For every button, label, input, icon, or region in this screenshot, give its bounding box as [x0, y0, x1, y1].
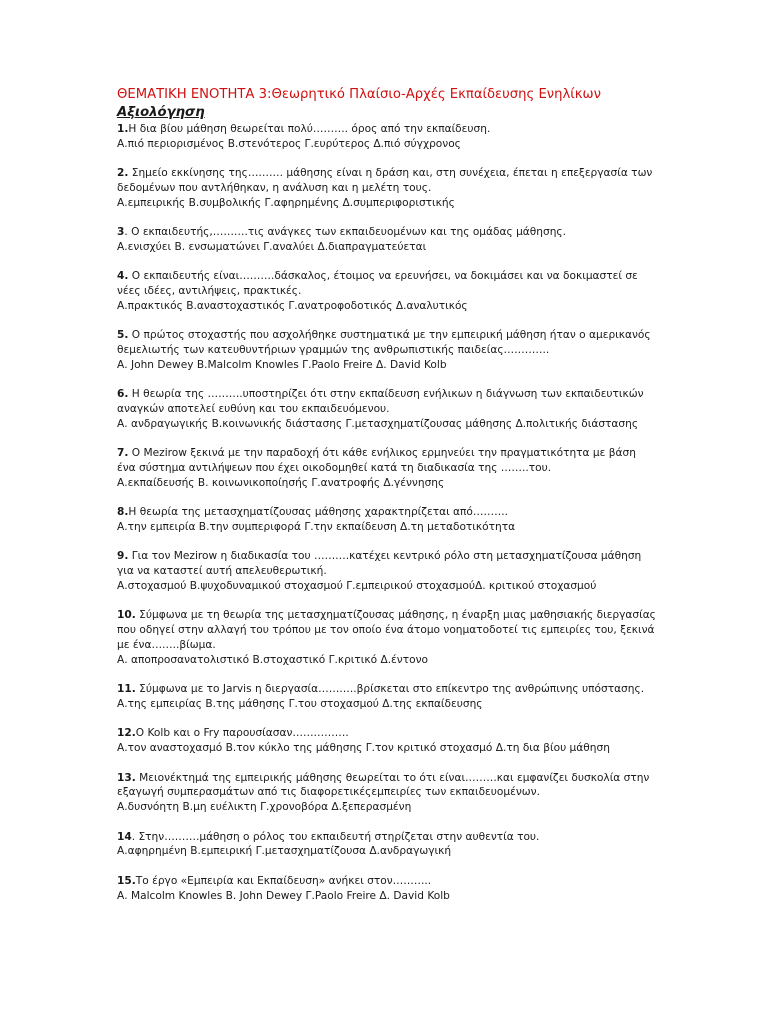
question-stem — [117, 875, 431, 887]
question-2 — [117, 166, 657, 210]
question-number: 3 — [117, 226, 125, 239]
answer-options: Α. ανδραγωγικής Β.κοινωνικής διάστασης Γ.μετασχηματίζουσας μάθησης Δ.πολιτικής διάστασης — [117, 417, 639, 430]
answer-options: Α.της εμπειρίας Β.της μάθησης Γ.του στοχασμού Δ.της εκπαίδευσης — [117, 698, 483, 711]
answer-options: Α. αποπροσανατολιστικό Β.στοχαστικό Γ.κριτικό Δ.έντονο — [117, 653, 428, 666]
question-text: Σύμφωνα με το Jarvis η διεργασία………..βρίσκεται στο επίκεντρο της ανθρώπινης υπόστασης. — [135, 683, 645, 696]
answer-options: Α.πιό περιορισμένος Β.στενότερος Γ.ευρύτερος Δ.πιό σύγχρονος — [117, 137, 461, 150]
question-number: 15. — [117, 874, 136, 887]
question-number: 13. — [117, 771, 136, 784]
question-text: Το έργο «Εμπειρία και Εκπαίδευση» ανήκει στον……….. — [135, 874, 432, 887]
question-6 — [117, 387, 657, 431]
question-number: 10. — [117, 609, 136, 622]
question-text: Η θεωρία της μετασχηματίζουσας μάθησης χαρακτηρίζεται από………. — [128, 506, 509, 519]
question-text: Η θεωρία της ……….υποστηρίζει ότι στην εκπαίδευση ενήλικων η διάγνωση των εκπαιδευτικών αναγκών αποτελεί ευθύνη και του εκπαιδευόμενου. — [117, 388, 644, 416]
question-7 — [117, 446, 657, 490]
question-9 — [117, 549, 657, 593]
question-4 — [117, 269, 657, 313]
question-text: Σημείο εκκίνησης της………. μάθησης είναι η δράση και, στη συνέχεια, έπεται η επεξεργασία των δεδομένων που αντλήθηκαν, η ανάλυση και η μελέτη τους. — [117, 167, 653, 194]
question-stem — [117, 506, 508, 518]
document-subtitle: Αξιολόγηση — [117, 105, 205, 120]
question-stem — [117, 683, 644, 695]
question-10 — [117, 608, 657, 667]
answer-options: Α.την εμπειρία Β.την συμπεριφορά Γ.την εκπαίδευση Δ.τη μεταδοτικότητα — [117, 521, 516, 534]
question-text: Ο Kolb και ο Fry παρουσίασαν……………. — [135, 727, 349, 740]
answer-options: Α.εκπαίδευσής Β. κοινωνικοποίησής Γ.ανατροφής Δ.γέννησης — [117, 476, 445, 489]
answer-options: Α.στοχασμού Β.ψυχοδυναμικού στοχασμού Γ.εμπειρικού στοχασμούΔ. κριτικού στοχασμού — [117, 580, 597, 593]
question-number: 9. — [117, 550, 129, 563]
answer-options: Α.δυσνόητη Β.μη ευέλικτη Γ.χρονοβόρα Δ.ξεπερασμένη — [117, 801, 412, 814]
question-5 — [117, 328, 657, 372]
question-number: 8. — [117, 506, 129, 519]
question-stem — [117, 226, 566, 238]
question-8 — [117, 505, 657, 535]
question-11 — [117, 682, 657, 712]
question-stem — [117, 550, 641, 577]
question-text: Για τον Mezirow η διαδικασία του ……….κατέχει κεντρικό ρόλο στη μετασχηματίζουσα μάθηση για να καταστεί αυτή απελευθερωτική. — [117, 550, 642, 578]
question-3 — [117, 225, 657, 255]
question-stem — [117, 167, 652, 194]
document-page — [117, 86, 657, 918]
answer-options: Α.ενισχύει Β. ενσωματώνει Γ.αναλύει Δ.διαπραγματεύεται — [117, 240, 427, 253]
question-stem — [117, 831, 539, 843]
question-1 — [117, 122, 657, 152]
question-number: 12. — [117, 727, 136, 740]
question-number: 2. — [117, 167, 129, 180]
question-text: Η δια βίου μάθηση θεωρείται πολύ………. όρος από την εκπαίδευση. — [128, 123, 491, 135]
question-number: 7. — [117, 447, 129, 460]
question-text: . Στην……….μάθηση ο ρόλος του εκπαιδευτή στηρίζεται στην αυθεντία του. — [131, 830, 540, 843]
answer-options: Α.αφηρημένη Β.εμπειρική Γ.μετασχηματίζουσα Δ.ανδραγωγική — [117, 845, 452, 858]
question-number: 11. — [117, 683, 136, 696]
question-number: 4. — [117, 270, 129, 283]
question-stem — [117, 447, 636, 474]
question-number: 6. — [117, 388, 129, 401]
question-text: Μειονέκτημά της εμπειρικής μάθησης θεωρείται το ότι είναι………και εμφανίζει δυσκολία στην εξαγωγή συμπερασμάτων από τις διαφορετικέςεμπειρίες των εκπαιδευομένων. — [117, 771, 650, 799]
question-stem — [117, 772, 649, 799]
question-text: Σύμφωνα με τη θεωρία της μετασχηματίζουσας μάθησης, η έναρξη μιας μαθησιακής διεργασίας που οδηγεί στην αλλαγή του τρόπου με τον οποίο ένα άτομο νοηματοδοτεί τις εμπειρίες του, ξεκινά με ένα……..βίωμα. — [117, 609, 656, 652]
question-number: 14 — [117, 830, 132, 843]
question-stem — [117, 727, 349, 739]
question-stem — [117, 270, 638, 297]
question-text: Ο πρώτος στοχαστής που ασχολήθηκε συστηματικά με την εμπειρική μάθηση ήταν ο αμερικανός θεμελιωτής των κατευθυντήριων γραμμών της ανθρωπιστικής παιδείας…………. — [117, 329, 651, 357]
question-text: Ο εκπαιδευτής είναι……….δάσκαλος, έτοιμος να ερευνήσει, να δοκιμάσει και να δοκιμαστεί σε νέες ιδέες, αντιλήψεις, πρακτικές. — [117, 270, 638, 298]
question-text: . Ο εκπαιδευτής,……….τις ανάγκες των εκπαιδευομένων και της ομάδας μάθησης. — [124, 226, 567, 239]
question-number: 1. — [117, 123, 129, 135]
question-13 — [117, 771, 657, 815]
answer-options: Α.πρακτικός Β.αναστοχαστικός Γ.ανατροφοδοτικός Δ.αναλυτικός — [117, 299, 468, 312]
question-15 — [117, 874, 657, 904]
question-stem — [117, 609, 656, 651]
question-12 — [117, 726, 657, 756]
answer-options: Α. John Dewey Β.Malcolm Knowles Γ.Paolo Freire Δ. David Kolb — [117, 358, 447, 371]
document-title: ΘΕΜΑΤΙΚΗ ΕΝΟΤΗΤΑ 3:Θεωρητικό Πλαίσιο-Αρχές Εκπαίδευσης Ενηλίκων — [117, 87, 601, 102]
answer-options: Α. Malcolm Knowles Β. John Dewey Γ.Paolo Freire Δ. David Kolb — [117, 889, 450, 902]
question-stem — [117, 329, 651, 356]
question-14 — [117, 830, 657, 860]
question-list — [117, 122, 657, 903]
question-stem — [117, 123, 490, 135]
answer-options: Α.εμπειρικής Β.συμβολικής Γ.αφηρημένης Δ.συμπεριφοριστικής — [117, 196, 455, 209]
question-number: 5. — [117, 329, 129, 342]
question-stem — [117, 388, 644, 415]
question-text: Ο Mezirow ξεκινά με την παραδοχή ότι κάθε ενήλικος ερμηνεύει την πραγματικότητα με βάση ένα σύστημα αντιλήψεων που έχει οικοδομηθεί κατά τη διαδικασία της ……..του. — [117, 447, 636, 475]
answer-options: Α.τον αναστοχασμό Β.τον κύκλο της μάθησης Γ.τον κριτικό στοχασμό Δ.τη δια βίου μάθηση — [117, 742, 610, 755]
